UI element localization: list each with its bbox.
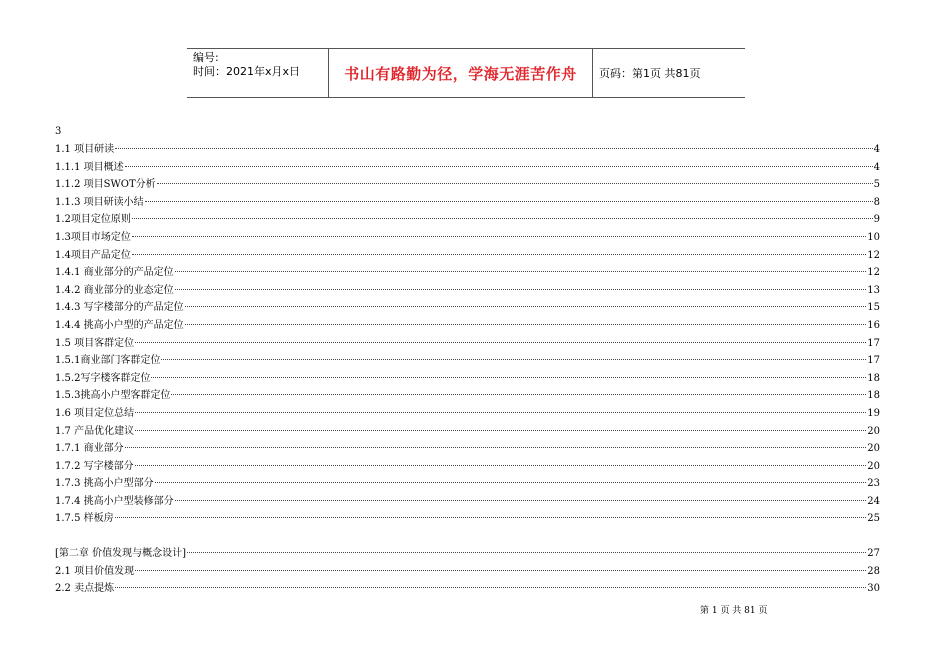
toc-entry-label: 1.6 项目定位总结: [55, 407, 135, 419]
toc-entry-page: 25: [867, 513, 880, 525]
toc-entry[interactable]: [55, 580, 880, 598]
toc-entry-label: 2.2 卖点提炼: [55, 583, 115, 595]
toc-entry[interactable]: [55, 423, 880, 441]
toc-entry-label: 1.4.3 写字楼部分的产品定位: [55, 302, 184, 314]
toc-dot-leader: [115, 148, 873, 149]
toc-entry-label: 1.7.3 挑高小户型部分: [55, 478, 154, 490]
toc-dot-leader: [171, 394, 866, 395]
toc-entry-label: 1.1.2 项目SWOT分析: [55, 179, 156, 191]
toc-entry-label: 1.1 项目研读: [55, 144, 115, 155]
toc-entry[interactable]: [55, 335, 880, 353]
toc-entry-page: 17: [867, 355, 880, 367]
toc-entry[interactable]: [55, 264, 880, 282]
toc-dot-leader: [135, 465, 867, 466]
toc-entry[interactable]: [55, 194, 880, 212]
toc-entry-page: 24: [867, 495, 880, 507]
toc-dot-leader: [135, 430, 866, 431]
toc-entry-page: 28: [867, 565, 880, 577]
toc-entry-page: 30: [867, 583, 880, 595]
header-meta: [187, 49, 329, 97]
toc-entry-label: 1.5.3挑高小户型客群定位: [55, 390, 171, 402]
toc-entry[interactable]: [55, 405, 880, 423]
toc-entry[interactable]: [55, 176, 880, 194]
toc-entry[interactable]: [55, 370, 880, 388]
toc-entry[interactable]: [55, 458, 880, 476]
toc-entry-page: 18: [867, 390, 880, 402]
toc-entry-label: 2.1 项目价值发现: [55, 565, 135, 577]
toc-entry-label: [第二章 价值发现与概念设计]: [55, 548, 186, 560]
toc-entry-page: 10: [867, 231, 880, 243]
toc-entry-label: 1.3项目市场定位: [55, 231, 131, 243]
toc-entry[interactable]: [55, 387, 880, 405]
toc-dot-leader: [135, 570, 866, 571]
toc-dot-leader: [132, 254, 866, 255]
toc-entry[interactable]: [55, 475, 880, 493]
toc-dot-leader: [132, 236, 866, 237]
toc-dot-leader: [155, 482, 867, 483]
toc-entry-label: 1.5.1商业部门客群定位: [55, 355, 161, 367]
toc-dot-leader: [187, 552, 866, 553]
toc-dot-leader: [115, 587, 866, 588]
toc-entry-page: 8: [873, 196, 880, 208]
toc-entry[interactable]: [55, 510, 880, 528]
toc-gap: [55, 528, 880, 545]
toc-entry[interactable]: [55, 282, 880, 300]
toc-entry-page: 12: [867, 267, 880, 279]
toc-entry-page: 20: [867, 460, 880, 472]
toc-entry[interactable]: [55, 299, 880, 317]
toc-dot-leader: [185, 306, 867, 307]
toc-entry[interactable]: [55, 545, 880, 563]
toc-entry-label: 1.7.2 写字楼部分: [55, 460, 134, 472]
toc-entry[interactable]: [55, 493, 880, 511]
toc-dot-leader: [175, 271, 867, 272]
toc-entry-label: 1.4项目产品定位: [55, 249, 131, 261]
toc-entry-page: 5: [873, 179, 880, 191]
header-page-info: 页码：第1页 共81页: [599, 67, 701, 80]
toc-entry-label: 1.1.3 项目研读小结: [55, 196, 144, 208]
toc-entry[interactable]: [55, 317, 880, 335]
toc-dot-leader: [132, 218, 873, 219]
toc-entry-label: 1.2项目定位原则: [55, 214, 131, 226]
toc-entry[interactable]: [55, 229, 880, 247]
toc-first-line: 3: [55, 126, 62, 137]
toc-entry[interactable]: [55, 563, 880, 581]
toc-entry-page: 15: [867, 302, 880, 314]
toc-entry[interactable]: [55, 440, 880, 458]
toc-dot-leader: [135, 412, 866, 413]
toc-entry-page: 18: [867, 372, 880, 384]
toc-dot-leader: [185, 324, 867, 325]
motto: 书山有路勤为径，学海无涯苦作舟: [329, 49, 593, 97]
toc-entry-label: 1.7.1 商业部分: [55, 443, 124, 455]
toc-dot-leader: [175, 289, 867, 290]
toc-entry-page: 12: [867, 249, 880, 261]
toc-entry-label: 1.4.1 商业部分的产品定位: [55, 267, 174, 279]
toc-dot-leader: [135, 342, 866, 343]
toc-entry[interactable]: [55, 352, 880, 370]
toc-entry-page: 13: [867, 284, 880, 296]
toc-entry-page: 20: [867, 443, 880, 455]
toc-entry-label: 1.7.5 样板房: [55, 513, 114, 525]
toc-entry-page: 23: [867, 478, 880, 490]
toc-entry-page: 4: [873, 144, 880, 155]
toc-entry[interactable]: [55, 141, 880, 159]
toc-entry[interactable]: [55, 159, 880, 177]
toc-dot-leader: [157, 183, 873, 184]
toc-entry-page: 19: [867, 407, 880, 419]
toc-entry-label: 1.5 项目客群定位: [55, 337, 135, 349]
toc-entry-page: 9: [873, 214, 880, 226]
toc-entry[interactable]: [55, 247, 880, 265]
toc-entry-label: 1.7 产品优化建议: [55, 425, 135, 437]
toc-dot-leader: [151, 377, 866, 378]
toc-entry-page: 16: [867, 319, 880, 331]
toc-entry-page: 20: [867, 425, 880, 437]
toc-dot-leader: [125, 166, 873, 167]
toc-entry-page: 17: [867, 337, 880, 349]
toc-entry-label: 1.5.2写字楼客群定位: [55, 372, 151, 384]
toc-dot-leader: [115, 517, 867, 518]
toc-dot-leader: [175, 500, 867, 501]
toc-section-1: [55, 141, 880, 528]
time-label: 时间：2021年x月x日: [193, 65, 301, 78]
toc-entry-page: 27: [867, 548, 880, 560]
toc-entry-label: 1.4.2 商业部分的业态定位: [55, 284, 174, 296]
toc-dot-leader: [161, 359, 866, 360]
table-of-contents: [55, 123, 880, 598]
page-header: [187, 48, 745, 98]
page-footer: 第 1 页 共 81 页: [700, 606, 768, 616]
toc-section-2: [55, 545, 880, 598]
toc-dot-leader: [145, 201, 873, 202]
toc-entry-page: 4: [873, 161, 880, 173]
toc-entry-label: 1.7.4 挑高小户型装修部分: [55, 495, 174, 507]
toc-entry-label: 1.1.1 项目概述: [55, 161, 124, 173]
toc-entry[interactable]: [55, 211, 880, 229]
code-label: 编号:: [193, 51, 219, 64]
toc-entry-label: 1.4.4 挑高小户型的产品定位: [55, 319, 184, 331]
toc-dot-leader: [125, 447, 867, 448]
